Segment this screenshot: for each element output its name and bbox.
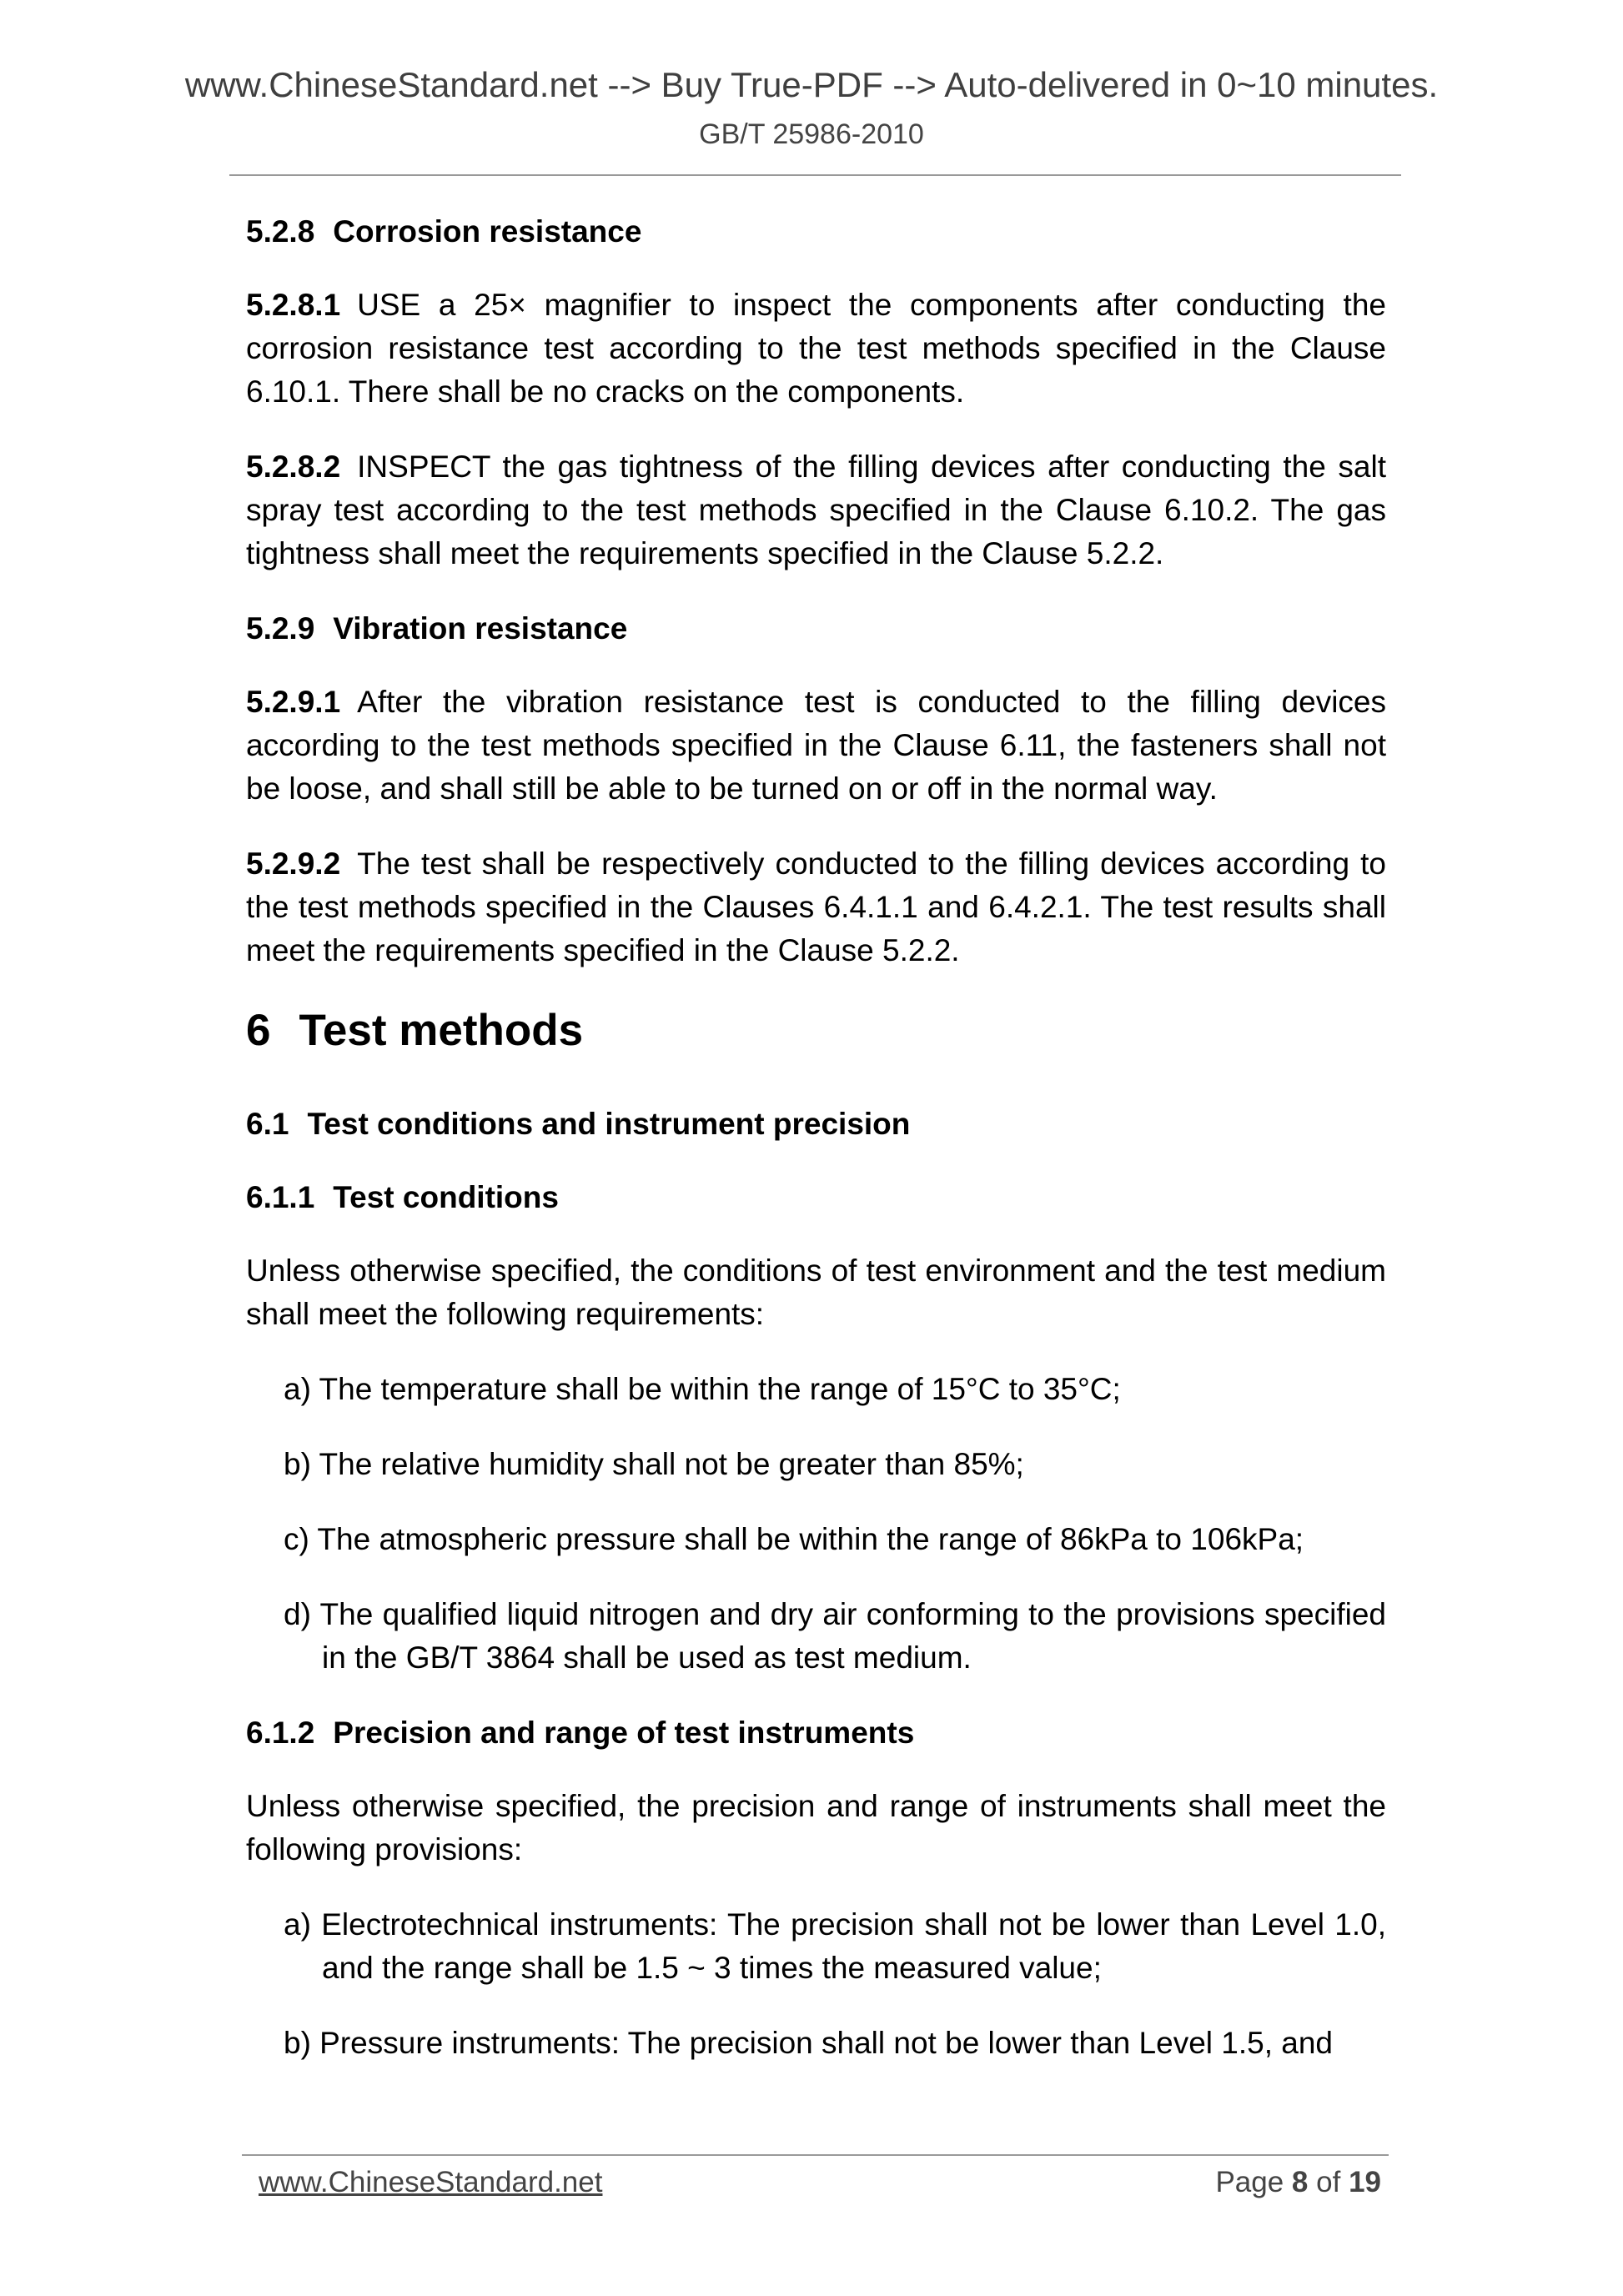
paragraph-6-1-1-intro: Unless otherwise specified, the conditions of test environment and the test medium shall meet the following requirements: xyxy=(246,1254,1386,1331)
clause-5-2-8-2 xyxy=(246,445,1386,575)
clause-text: After the vibration resistance test is conducted to the filling devices according to the test methods specified in the Clause 6.11, the fasteners shall not be loose, and shall still be able to be turned on or off in the normal way. xyxy=(246,685,1386,806)
clause-text: The test shall be respectively conducted to the filling devices according to the test methods specified in the Clauses 6.4.1.1 and 6.4.2.1. The test results shall meet the requirements specified in the Clause 5.2.2. xyxy=(246,847,1386,967)
page-indicator xyxy=(1215,2166,1381,2199)
footer-link[interactable]: www.ChineseStandard.net xyxy=(259,2166,603,2198)
clause-5-2-9-2 xyxy=(246,842,1386,972)
heading-6-1-2 xyxy=(246,1711,1386,1755)
clause-text: INSPECT the gas tightness of the filling devices after conducting the salt spray test according to the test methods specified in the Clause 6.10.2. The gas tightness shall meet the requirements specified in the Clause 5.2.2. xyxy=(246,450,1386,570)
list-item: a) The temperature shall be within the range of 15°C to 35°C; xyxy=(284,1372,1121,1406)
section-title: Test conditions and instrument precision xyxy=(307,1107,911,1141)
section-number: 6.1.1 xyxy=(246,1180,315,1214)
clause-number: 5.2.9.2 xyxy=(246,847,341,881)
clause-text: USE a 25× magnifier to inspect the components after conducting the corrosion resistance test according to the test methods specified in the Clause 6.10.1. There shall be no cracks on the components. xyxy=(246,288,1386,409)
page-total: 19 xyxy=(1349,2166,1381,2198)
heading-5-2-9 xyxy=(246,607,1386,651)
standard-id: GB/T 25986-2010 xyxy=(699,118,924,150)
list-item: b) The relative humidity shall not be greater than 85%; xyxy=(284,1447,1024,1481)
section-title: Precision and range of test instruments xyxy=(333,1716,915,1750)
heading-6 xyxy=(246,1004,1386,1058)
clause-5-2-9-1 xyxy=(246,681,1386,811)
section-title: Test methods xyxy=(299,1006,584,1055)
heading-6-1-1 xyxy=(246,1176,1386,1219)
header-banner: www.ChineseStandard.net --> Buy True-PDF --> Auto-delivered in 0~10 minutes. xyxy=(184,65,1439,104)
page-label: Page xyxy=(1215,2166,1284,2198)
list-item: d) The qualified liquid nitrogen and dry air conforming to the provisions specified in the GB/T 3864 shall be used as test medium. xyxy=(284,1597,1386,1675)
page-current: 8 xyxy=(1291,2166,1309,2198)
section-title: Corrosion resistance xyxy=(333,214,642,249)
page-of: of xyxy=(1316,2166,1341,2198)
section-title: Vibration resistance xyxy=(333,611,628,646)
clause-number: 5.2.8.1 xyxy=(246,288,341,322)
section-number: 6 xyxy=(246,1006,271,1055)
section-number: 5.2.9 xyxy=(246,611,315,646)
paragraph-6-1-2-intro: Unless otherwise specified, the precision and range of instruments shall meet the following provisions: xyxy=(246,1789,1386,1866)
section-number: 6.1.2 xyxy=(246,1716,315,1750)
section-number: 6.1 xyxy=(246,1107,289,1141)
section-title: Test conditions xyxy=(333,1180,559,1214)
section-number: 5.2.8 xyxy=(246,214,315,249)
clause-number: 5.2.9.1 xyxy=(246,685,341,719)
header-divider xyxy=(229,174,1401,176)
footer-divider xyxy=(242,2154,1389,2156)
list-item: b) Pressure instruments: The precision shall not be lower than Level 1.5, and xyxy=(284,2026,1333,2060)
clause-5-2-8-1 xyxy=(246,284,1386,414)
clause-number: 5.2.8.2 xyxy=(246,450,341,484)
list-item: c) The atmospheric pressure shall be within the range of 86kPa to 106kPa; xyxy=(284,1522,1304,1556)
list-item: a) Electrotechnical instruments: The precision shall not be lower than Level 1.0, and the range shall be 1.5 ~ 3 times the measured value; xyxy=(284,1907,1386,1985)
document-body xyxy=(246,210,1386,2097)
heading-5-2-8 xyxy=(246,210,1386,254)
heading-6-1 xyxy=(246,1103,1386,1146)
